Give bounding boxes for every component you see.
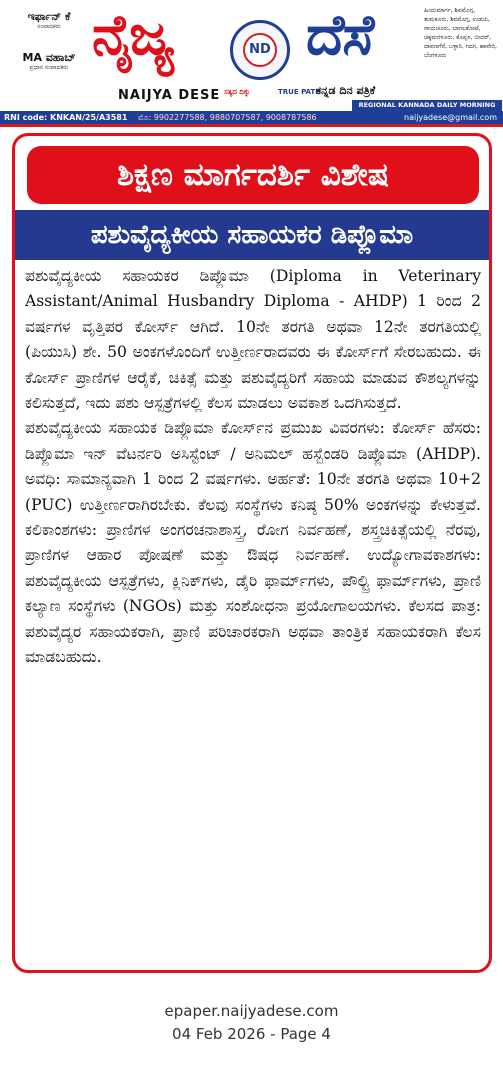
page-footer xyxy=(0,1000,503,1046)
logo-monogram: ND xyxy=(243,33,277,67)
chief-editor-name: MA ವಹಾಬ್ xyxy=(22,51,76,64)
brand-subtitle: ಕನ್ನಡ ದಿನ ಪತ್ರಿಕೆ xyxy=(316,84,376,97)
editor-credits xyxy=(6,10,92,72)
brand-name-right: ದೆಸೆ xyxy=(306,3,373,68)
rni-code: RNI code: KNKAN/25/A3581 xyxy=(4,113,128,122)
logo-tagline-english: TRUE PATH xyxy=(278,88,322,96)
chief-editor-role: ಪ್ರಧಾನ ಸಂಪಾದಕರು xyxy=(29,64,69,71)
date-page-number: 04 Feb 2026 - Page 4 xyxy=(172,1025,331,1043)
contact-email[interactable]: naijyadese@gmail.com xyxy=(404,113,497,122)
editor-role: ಸಂಪಾದಕರು xyxy=(37,23,61,30)
masthead-divider xyxy=(0,124,503,127)
article-box xyxy=(12,133,492,973)
masthead xyxy=(0,0,503,112)
brand-name-latin: NAIJYA DESE xyxy=(118,88,221,103)
editor-name: ಇರ್ಫಾನ್ ಕೆ xyxy=(27,10,71,23)
article-body xyxy=(25,264,481,964)
brand-name-left: ನೈಜ್ಯ xyxy=(92,3,173,68)
newspaper-logo xyxy=(230,20,290,80)
daily-label: REGIONAL KANNADA DAILY MORNING xyxy=(352,100,502,111)
edition-region-list: ಹಿಂದುಮಾರ್ಗ, ಶಿವಮೊಗ್ಗ, ತುಮಕೂರು, ಶಿವಮೊಗ್ಗ, ಉಡುಪಿ, ರಾಯಚೂರು, ಬಾಗಲಕೋಟೆ, ಚಿಕ್ಕಮಗಳೂರು, ಕೊಪ್ಪಳ, ಬೀದರ್, ದಾವಣಗೆರೆ, ಬಳ್ಳಾರಿ, ಗದಗ, ಹಾವೇರಿ, ಬೆಂಗಳೂರು xyxy=(424,7,497,59)
registration-bar xyxy=(0,111,503,124)
article-paragraph: ಪಶುವೈದ್ಯಕೀಯ ಸಹಾಯಕರ ಡಿಪ್ಲೊಮಾ (Diploma in Veterinary Assistant/Animal Husbandry Diploma - AHDP) 1 ರಿಂದ 2 ವರ್ಷಗಳ ವೃತ್ತಿಪರ ಕೋರ್ಸ್ ಆಗಿದೆ. 10ನೇ ತರಗತಿ ಅಥವಾ 12ನೇ ತರಗತಿಯಲ್ಲಿ (ಪಿಯುಸಿ) ಶೇ. 50 ಅಂಕಗಳೊಂದಿಗೆ ಉತ್ತೀರ್ಣರಾದವರು ಈ ಕೋರ್ಸ್‌ಗೆ ಸೇರಬಹುದು. ಈ ಕೋರ್ಸ್ ಪ್ರಾಣಿಗಳ ಆರೈಕೆ, ಚಿಕಿತ್ಸೆ ಮತ್ತು ಪಶುವೈದ್ಯರಿಗೆ ಸಹಾಯ ಮಾಡುವ ಕೌಶಲ್ಯಗಳನ್ನು ಕಲಿಸುತ್ತದೆ, ಇದು ಪಶು ಆಸ್ಪತ್ರೆಗಳಲ್ಲಿ ಕೆಲಸ ಮಾಡಲು ಅವಕಾಶ ಒದಗಿಸುತ್ತದೆ. xyxy=(25,267,481,413)
article-title: ಪಶುವೈದ್ಯಕೀಯ ಸಹಾಯಕರ ಡಿಪ್ಲೊಮಾ xyxy=(15,210,489,260)
epaper-url[interactable]: epaper.naijyadese.com xyxy=(164,1002,339,1020)
article-paragraph: ಪಶುವೈದ್ಯಕೀಯ ಸಹಾಯಕ ಡಿಪ್ಲೊಮಾ ಕೋರ್ಸ್‌ನ ಪ್ರಮುಖ ವಿವರಗಳು: ಕೋರ್ಸ್ ಹೆಸರು: ಡಿಪ್ಲೊಮಾ ಇನ್ ವೆಟರ್ನರಿ ಅಸಿಸ್ಟೆಂಟ್ / ಅನಿಮಲ್ ಹಸ್ಬೆಂಡರಿ ಡಿಪ್ಲೊಮಾ (AHDP). ಅವಧಿ: ಸಾಮಾನ್ಯವಾಗಿ 1 ರಿಂದ 2 ವರ್ಷಗಳು. ಅರ್ಹತೆ: 10ನೇ ತರಗತಿ ಅಥವಾ 10+2 (PUC) ಉತ್ತೀರ್ಣರಾಗಿರಬೇಕು. ಕೆಲವು ಸಂಸ್ಥೆಗಳು ಕನಿಷ್ಠ 50% ಅಂಕಗಳನ್ನು ಕೇಳುತ್ತವೆ. ಕಲಿಕಾಂಶಗಳು: ಪ್ರಾಣಿಗಳ ಅಂಗರಚನಾಶಾಸ್ತ್ರ, ರೋಗ ನಿರ್ವಹಣೆ, ಶಸ್ತ್ರಚಿಕಿತ್ಸೆಯಲ್ಲಿ ನೆರವು, ಪ್ರಾಣಿಗಳ ಆಹಾರ ಪೋಷಣೆ ಮತ್ತು ಔಷಧ ನಿರ್ವಹಣೆ. ಉದ್ಯೋಗಾವಕಾಶಗಳು: ಪಶುವೈದ್ಯಕೀಯ ಆಸ್ಪತ್ರೆಗಳು, ಕ್ಲಿನಿಕ್‌ಗಳು, ಡೈರಿ ಫಾರ್ಮ್‌ಗಳು, ಪೌಲ್ಟ್ರಿ ಫಾರ್ಮ್‌ಗಳು, ಪ್ರಾಣಿ ಕಲ್ಯಾಣ ಸಂಸ್ಥೆಗಳು (NGOs) ಮತ್ತು ಸಂಶೋಧನಾ ಪ್ರಯೋಗಾಲಯಗಳು. ಕೆಲಸದ ಪಾತ್ರ: ಪಶುವೈದ್ಯರ ಸಹಾಯಕರಾಗಿ, ಪ್ರಾಣಿ ಪರಿಚಾರಕರಾಗಿ ಅಥವಾ ತಾಂತ್ರಿಕ ಸಹಾಯಕರಾಗಿ ಕೆಲಸ ಮಾಡಬಹುದು. xyxy=(25,419,481,667)
logo-tagline-kannada: ಸತ್ಯದ ದಿಕ್ಕು xyxy=(224,88,250,96)
section-heading: ಶಿಕ್ಷಣ ಮಾರ್ಗದರ್ಶಿ ವಿಶೇಷ xyxy=(27,146,479,204)
contact-phones: ಮೊ: 9902277588, 9880707587, 9008787586 xyxy=(137,113,317,122)
